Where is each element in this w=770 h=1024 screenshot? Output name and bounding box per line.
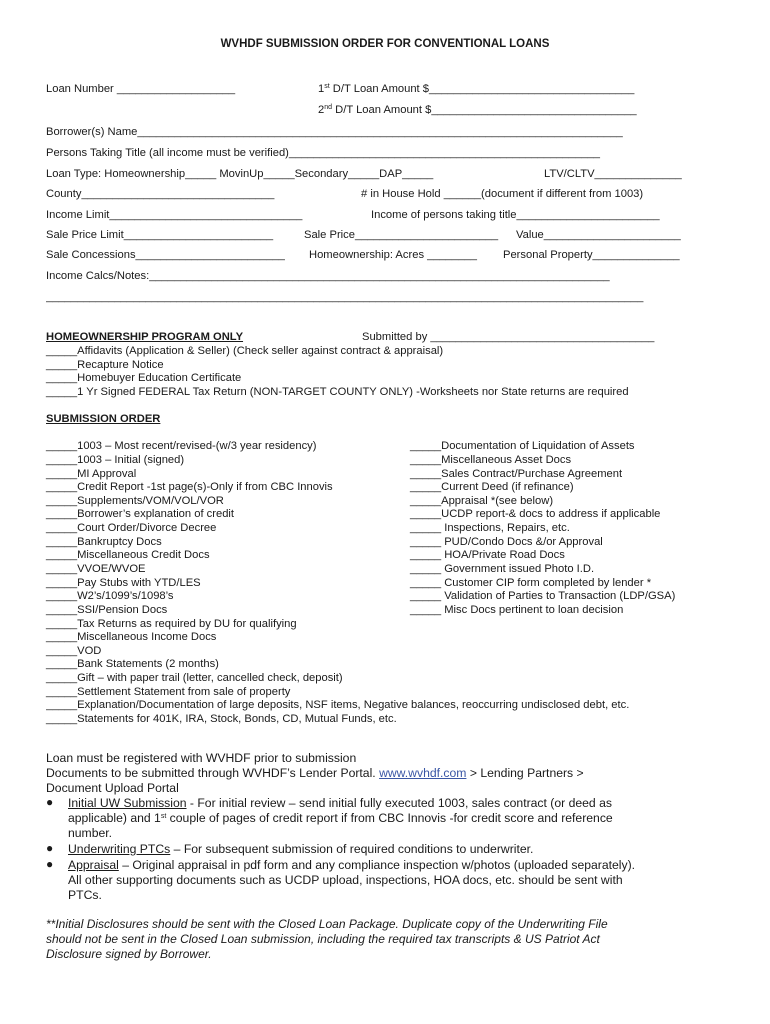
wvhdf-link[interactable]: www.wvhdf.com <box>379 766 467 780</box>
sale-price-limit-field[interactable]: Sale Price Limit________________________ <box>46 229 274 241</box>
initial-uw-label: Initial UW Submission <box>68 796 187 810</box>
checklist-item[interactable]: _____Miscellaneous Asset Docs <box>410 454 572 466</box>
checklist-item[interactable]: _____Tax Returns as required by DU for qualifying <box>46 618 297 630</box>
first-dt-label: D/T Loan Amount $_________________________________ <box>329 83 635 95</box>
checklist-item[interactable]: _____VOD <box>46 645 102 657</box>
bullet-icon: ● <box>46 857 54 871</box>
checklist-item[interactable]: _____Miscellaneous Credit Docs <box>46 549 210 561</box>
submitted-by-field[interactable]: Submitted by ____________________________________ <box>362 331 655 343</box>
portal-text: Documents to be submitted through WVHDF’s Lender Portal. <box>46 766 380 780</box>
income-persons-title-field[interactable]: Income of persons taking title_______________________ <box>371 209 660 221</box>
checklist-item[interactable]: _____Bank Statements (2 months) <box>46 658 219 670</box>
checklist-item[interactable]: _____Explanation/Documentation of large deposits, NSF items, Negative balances, reoccurring undisclosed debt, etc. <box>46 699 630 711</box>
checklist-item[interactable]: _____Credit Report -1st page(s)-Only if from CBC Innovis <box>46 481 333 493</box>
checklist-item[interactable]: _____Gift – with paper trail (letter, cancelled check, deposit) <box>46 672 343 684</box>
checklist-item[interactable]: _____ Customer CIP form completed by lender * <box>410 577 652 589</box>
initial-uw-submission-line <box>68 796 612 811</box>
upload-portal-text: Document Upload Portal <box>46 781 179 795</box>
checklist-item[interactable]: _____ Government issued Photo I.D. <box>410 563 595 575</box>
county-field[interactable]: County_______________________________ <box>46 188 275 200</box>
page-title: WVHDF SUBMISSION ORDER FOR CONVENTIONAL LOANS <box>220 38 550 50</box>
initial-uw-continued-2: number. <box>68 826 113 840</box>
checklist-item[interactable]: _____Statements for 401K, IRA, Stock, Bonds, CD, Mutual Funds, etc. <box>46 713 397 725</box>
checklist-item[interactable]: _____Bankruptcy Docs <box>46 536 162 548</box>
notes-line[interactable]: ________________________________________________________________________________________________ <box>46 291 644 303</box>
checklist-item[interactable]: _____1003 – Most recent/revised-(w/3 year residency) <box>46 440 317 452</box>
initial-uw-text-b-pre: applicable) and 1 <box>68 811 161 825</box>
checklist-item[interactable]: _____VVOE/WVOE <box>46 563 146 575</box>
income-calcs-field[interactable]: Income Calcs/Notes:__________________________________________________________________________ <box>46 270 610 282</box>
submission-order-heading: SUBMISSION ORDER <box>46 413 161 425</box>
homeownership-item[interactable]: _____Recapture Notice <box>46 359 164 371</box>
appraisal-continued-2: PTCs. <box>68 888 102 902</box>
checklist-item[interactable]: _____Court Order/Divorce Decree <box>46 522 217 534</box>
checklist-item[interactable]: _____Current Deed (if refinance) <box>410 481 574 493</box>
first-dt-prefix: 1 <box>318 83 325 95</box>
checklist-item[interactable]: _____SSI/Pension Docs <box>46 604 168 616</box>
disclosure-note: Disclosure signed by Borrower. <box>46 947 212 961</box>
loan-type-field[interactable]: Loan Type: Homeownership_____ MovinUp_____Secondary_____DAP_____ <box>46 168 434 180</box>
checklist-item[interactable]: _____UCDP report-& docs to address if applicable <box>410 508 661 520</box>
portal-path: > Lending Partners > <box>466 766 584 780</box>
initial-uw-text-b-post: couple of pages of credit report if from CBC Innovis -for credit score and reference <box>166 811 613 825</box>
checklist-item[interactable]: _____1003 – Initial (signed) <box>46 454 185 466</box>
value-field[interactable]: Value______________________ <box>516 229 681 241</box>
initial-uw-text: - For initial review – send initial fully executed 1003, sales contract (or deed as <box>186 796 612 810</box>
homeownership-item[interactable]: _____Affidavits (Application & Seller) (Check seller against contract & appraisal) <box>46 345 444 357</box>
checklist-item[interactable]: _____Miscellaneous Income Docs <box>46 631 217 643</box>
checklist-item[interactable]: _____W2’s/1099’s/1098’s <box>46 590 174 602</box>
checklist-item[interactable]: _____Sales Contract/Purchase Agreement <box>410 468 623 480</box>
appraisal-continued: All other supporting documents such as UCDP upload, inspections, HOA docs, etc. should be sent with <box>68 873 623 887</box>
checklist-item[interactable]: _____Appraisal *(see below) <box>410 495 554 507</box>
checklist-item[interactable]: _____ Inspections, Repairs, etc. <box>410 522 570 534</box>
second-dt-label: D/T Loan Amount $_________________________________ <box>332 104 637 116</box>
sale-price-field[interactable]: Sale Price_______________________ <box>304 229 499 241</box>
checklist-item[interactable]: _____ Validation of Parties to Transaction (LDP/GSA) <box>410 590 676 602</box>
first-dt-sup: st <box>324 83 330 90</box>
appraisal-label: Appraisal <box>68 858 119 872</box>
first-dt-loan-amount-field[interactable] <box>318 83 634 96</box>
checklist-item[interactable]: _____ PUD/Condo Docs &/or Approval <box>410 536 603 548</box>
portal-instructions <box>46 766 584 781</box>
sale-concessions-field[interactable]: Sale Concessions________________________ <box>46 249 285 261</box>
loan-number-field[interactable]: Loan Number ___________________ <box>46 83 236 95</box>
registration-notice: Loan must be registered with WVHDF prior to submission <box>46 751 357 765</box>
checklist-item[interactable]: _____Supplements/VOM/VOL/VOR <box>46 495 224 507</box>
disclosure-note: **Initial Disclosures should be sent with the Closed Loan Package. Duplicate copy of the Underwriting File <box>46 917 608 931</box>
homeownership-item[interactable]: _____Homebuyer Education Certificate <box>46 372 242 384</box>
initial-uw-text-b-sup: st <box>160 813 167 820</box>
appraisal-text: – Original appraisal in pdf form and any compliance inspection w/photos (uploaded separately). <box>118 858 636 872</box>
borrowers-name-field[interactable]: Borrower(s) Name______________________________________________________________________________ <box>46 126 623 138</box>
second-dt-prefix: 2 <box>318 104 325 116</box>
checklist-item[interactable]: _____ HOA/Private Road Docs <box>410 549 565 561</box>
underwriting-ptcs-line <box>68 842 533 857</box>
homeownership-item[interactable]: _____1 Yr Signed FEDERAL Tax Return (NON-TARGET COUNTY ONLY) -Worksheets nor State returns are required <box>46 386 629 398</box>
income-limit-field[interactable]: Income Limit_______________________________ <box>46 209 303 221</box>
appraisal-line <box>68 858 635 873</box>
bullet-icon: ● <box>46 795 54 809</box>
checklist-item[interactable]: _____MI Approval <box>46 468 137 480</box>
homeownership-acres-field[interactable]: Homeownership: Acres ________ <box>309 249 477 261</box>
checklist-item[interactable]: _____ Misc Docs pertinent to loan decision <box>410 604 624 616</box>
initial-uw-continued <box>68 811 613 826</box>
second-dt-sup: nd <box>324 104 333 111</box>
checklist-item[interactable]: _____Documentation of Liquidation of Assets <box>410 440 635 452</box>
persons-taking-title-field[interactable]: Persons Taking Title (all income must be verified)__________________________________________________ <box>46 147 601 159</box>
ltv-cltv-field[interactable]: LTV/CLTV______________ <box>544 168 682 180</box>
underwriting-ptcs-text: – For subsequent submission of required conditions to underwriter. <box>170 842 534 856</box>
checklist-item[interactable]: _____Borrower’s explanation of credit <box>46 508 235 520</box>
second-dt-loan-amount-field[interactable] <box>318 104 637 117</box>
disclosure-note: should not be sent in the Closed Loan submission, including the required tax transcripts & US Patriot Act <box>46 932 600 946</box>
house-hold-field[interactable]: # in House Hold ______(document if different from 1003) <box>361 188 644 200</box>
homeownership-heading: HOMEOWNERSHIP PROGRAM ONLY <box>46 331 244 343</box>
personal-property-field[interactable]: Personal Property______________ <box>503 249 680 261</box>
bullet-icon: ● <box>46 841 54 855</box>
checklist-item[interactable]: _____Settlement Statement from sale of property <box>46 686 291 698</box>
underwriting-ptcs-label: Underwriting PTCs <box>68 842 171 856</box>
checklist-item[interactable]: _____Pay Stubs with YTD/LES <box>46 577 201 589</box>
